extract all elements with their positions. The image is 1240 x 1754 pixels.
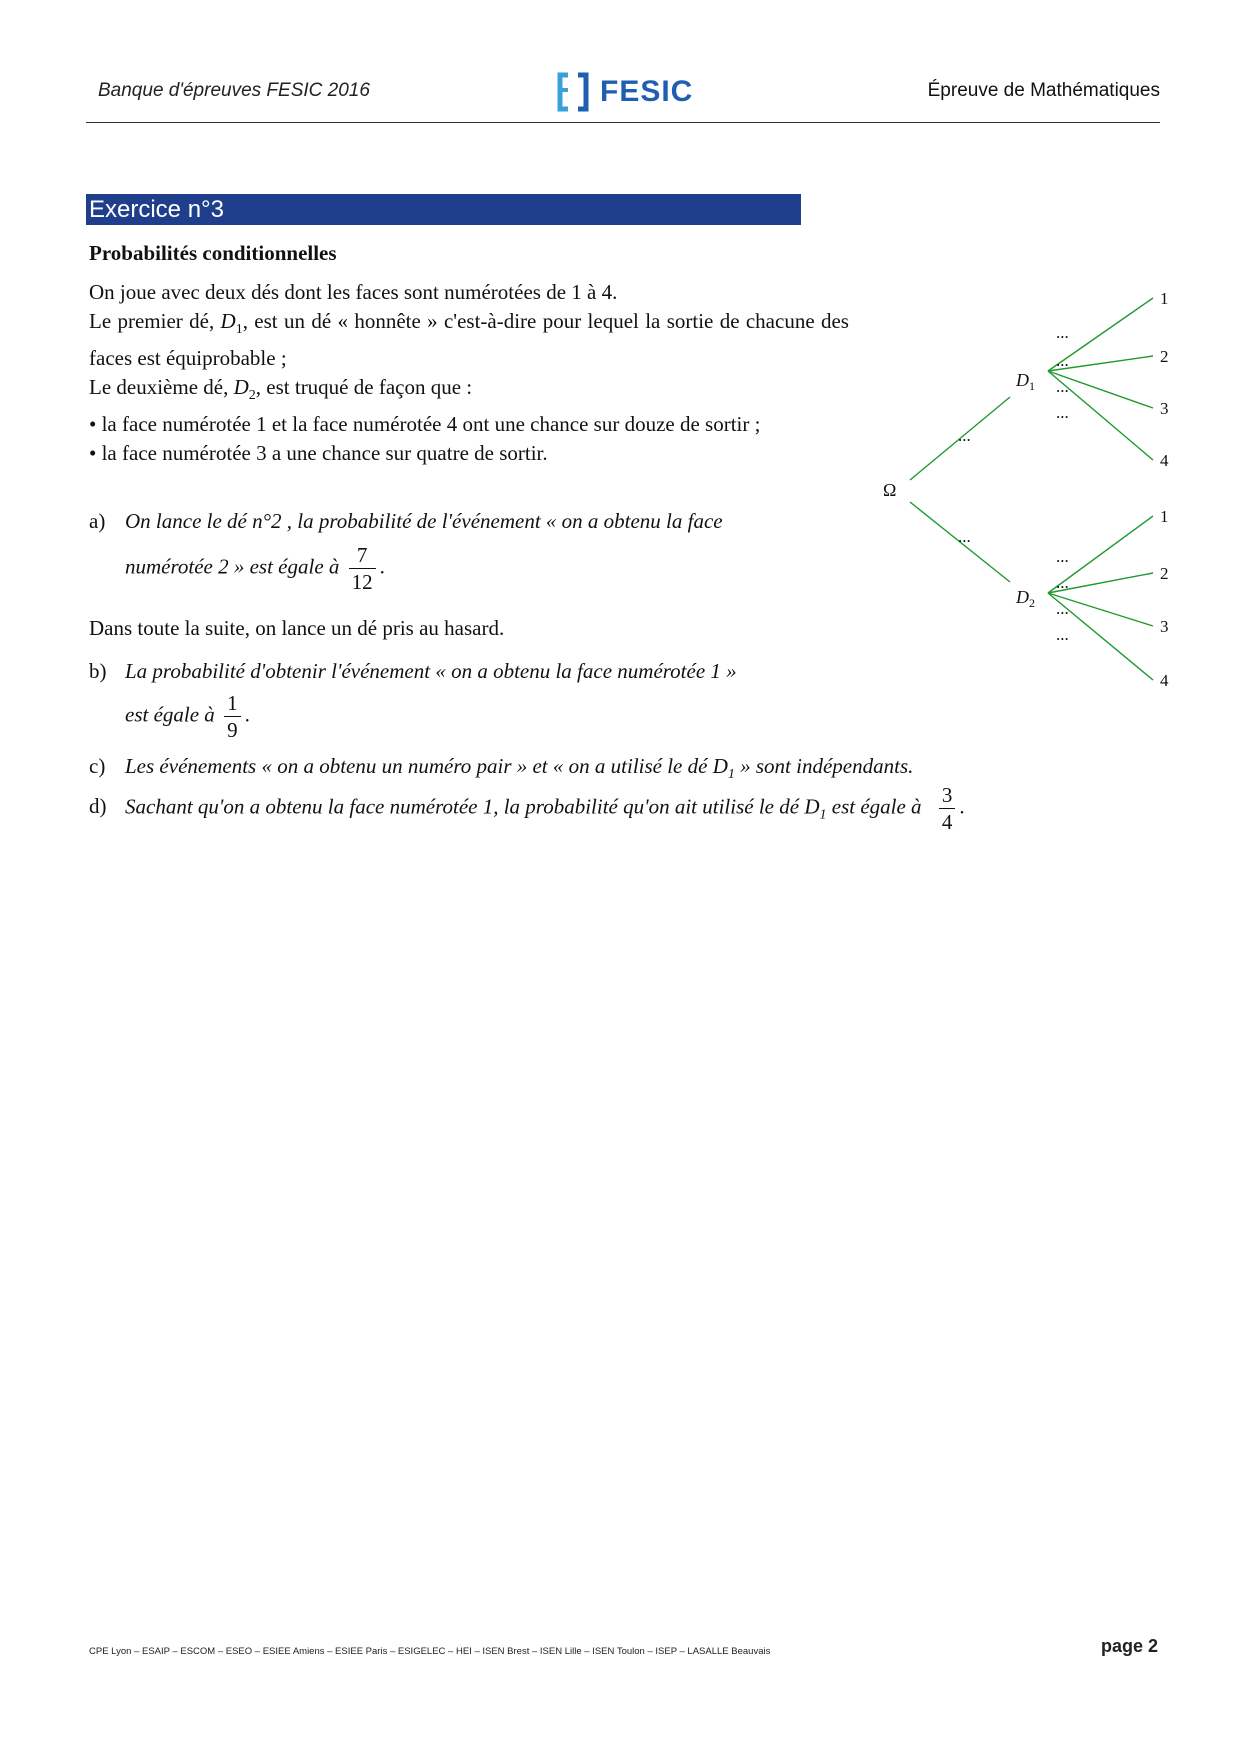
intro-text: Le premier dé,	[89, 308, 221, 333]
branch-probability-placeholder: ...	[1056, 625, 1069, 644]
fraction	[349, 542, 376, 595]
branch-probability-placeholder: ...	[1056, 323, 1069, 342]
question-label: c)	[89, 754, 106, 778]
question-text: est égale à	[826, 794, 922, 819]
transition-text: Dans toute la suite, on lance un dé pris au hasard.	[89, 616, 505, 640]
tree-leaf-4: 4	[1160, 451, 1169, 470]
question-a	[89, 509, 859, 534]
intro-first-die: Le premier dé, $D_1$, est un dé « honnête » c'est-à-dire pour lequel la sortie de chacune des faces est équiprobable ;	[89, 308, 849, 371]
fraction-denominator: 9	[227, 718, 238, 742]
branch-probability-placeholder: ...	[1056, 547, 1069, 566]
branch-probability-placeholder: ...	[958, 527, 971, 546]
exercise-subtitle: Probabilités conditionnelles	[89, 241, 337, 265]
tree-leaf-1: 1	[1160, 289, 1169, 308]
bullet-item: • la face numérotée 3 a une chance sur quatre de sortir.	[89, 440, 548, 465]
fesic-logo	[556, 72, 693, 112]
intro-text: , est truqué de façon que :	[255, 374, 473, 399]
header-divider	[86, 122, 1160, 123]
logo-text: FESIC	[600, 75, 694, 108]
question-text: est égale à	[125, 702, 215, 727]
bullet-item: • la face numérotée 1 et la face numérotée 4 ont une chance sur douze de sortir ;	[89, 412, 761, 437]
question-label: d)	[89, 794, 107, 819]
header-exam-bank: Banque d'épreuves FESIC 2016	[98, 80, 370, 101]
tree-branches	[910, 298, 1153, 680]
fraction	[224, 690, 241, 743]
fraction-numerator: 1	[224, 690, 241, 717]
branch-probability-placeholder: ...	[958, 426, 971, 445]
die-1-symbol: D	[220, 308, 236, 333]
intro-text: Le deuxième dé,	[89, 374, 234, 399]
tree-leaf-3: 3	[1160, 617, 1169, 636]
intro-text: , est un dé « honnête » c'est-à-dire pour lequel la sortie de chacune des faces est équiprobable ;	[89, 308, 849, 371]
tree-leaf-4: 4	[1160, 671, 1169, 690]
tree-labels	[883, 289, 1169, 690]
question-text: Les événements « on a obtenu un numéro pair » et « on a utilisé le dé	[125, 754, 713, 778]
branch-probability-placeholder: ...	[1056, 599, 1069, 618]
tree-leaf-1: 1	[1160, 507, 1169, 526]
exercise-intro	[89, 278, 849, 467]
question-text: La probabilité d'obtenir l'événement « on a obtenu la face numérotée 1 »	[125, 659, 737, 683]
probability-tree	[870, 280, 1190, 700]
question-c: c) Les événements « on a obtenu un numéro pair » et « on a utilisé le dé $D_1$ » sont indépendants.	[89, 754, 914, 783]
fraction	[939, 782, 956, 835]
branch-probability-placeholder: ...	[1056, 377, 1069, 396]
question-b	[89, 659, 859, 684]
fraction-denominator: 12	[351, 570, 373, 594]
branch-probability-placeholder: ...	[1056, 573, 1069, 592]
header-subject: Épreuve de Mathématiques	[927, 80, 1160, 101]
question-label: b)	[89, 659, 107, 683]
branch-probability-placeholder: ...	[1056, 403, 1069, 422]
footer-schools: CPE Lyon – ESAIP – ESCOM – ESEO – ESIEE Amiens – ESIEE Paris – ESIGELEC – HEI – ISEN Brest – ISEN Lille – ISEN Toulon – ISEP – LASALLE Beauvais	[89, 1646, 771, 1657]
question-text: Sachant qu'on a obtenu la face numérotée 1, la probabilité qu'on ait utilisé le dé	[125, 794, 805, 819]
question-label: a)	[89, 509, 106, 533]
exercise-banner: Exercice n°3	[86, 194, 801, 225]
question-b-continued: est égale à $\frac{1}{9}$ .	[125, 691, 250, 742]
question-a-continued: numérotée 2 » est égale à $\frac{7}{12}$ .	[125, 543, 385, 594]
fraction-numerator: 3	[939, 782, 956, 809]
intro-second-die: Le deuxième dé, $D_2$, est truqué de façon que :	[89, 374, 473, 403]
question-d: d) Sachant qu'on a obtenu la face numérotée 1, la probabilité qu'on ait utilisé le dé $D_1$ est égale à $\frac{3}{4}$ .	[89, 783, 965, 834]
question-text: On lance le dé n°2 , la probabilité de l'événement « on a obtenu la face	[125, 509, 723, 533]
fraction-denominator: 4	[941, 810, 953, 834]
intro-line: On joue avec deux dés dont les faces sont numérotées de 1 à 4.	[89, 280, 618, 304]
tree-node-d2: $D_2$	[1016, 587, 1035, 610]
branch-probability-placeholder: ...	[1056, 351, 1069, 370]
question-text: » sont indépendants.	[734, 754, 914, 778]
tree-node-d1: $D_1$	[1016, 370, 1035, 393]
tree-leaf-2: 2	[1160, 347, 1169, 366]
fraction-numerator: 7	[349, 542, 376, 569]
page-number: page 2	[1100, 1636, 1158, 1656]
tree-leaf-2: 2	[1160, 564, 1169, 583]
fesic-bracket-icon	[556, 72, 590, 112]
tree-root-omega: Ω	[883, 480, 897, 500]
question-text: numérotée 2 » est égale à	[125, 554, 340, 579]
tree-leaf-3: 3	[1160, 399, 1169, 418]
die-2-symbol: D	[233, 374, 249, 399]
